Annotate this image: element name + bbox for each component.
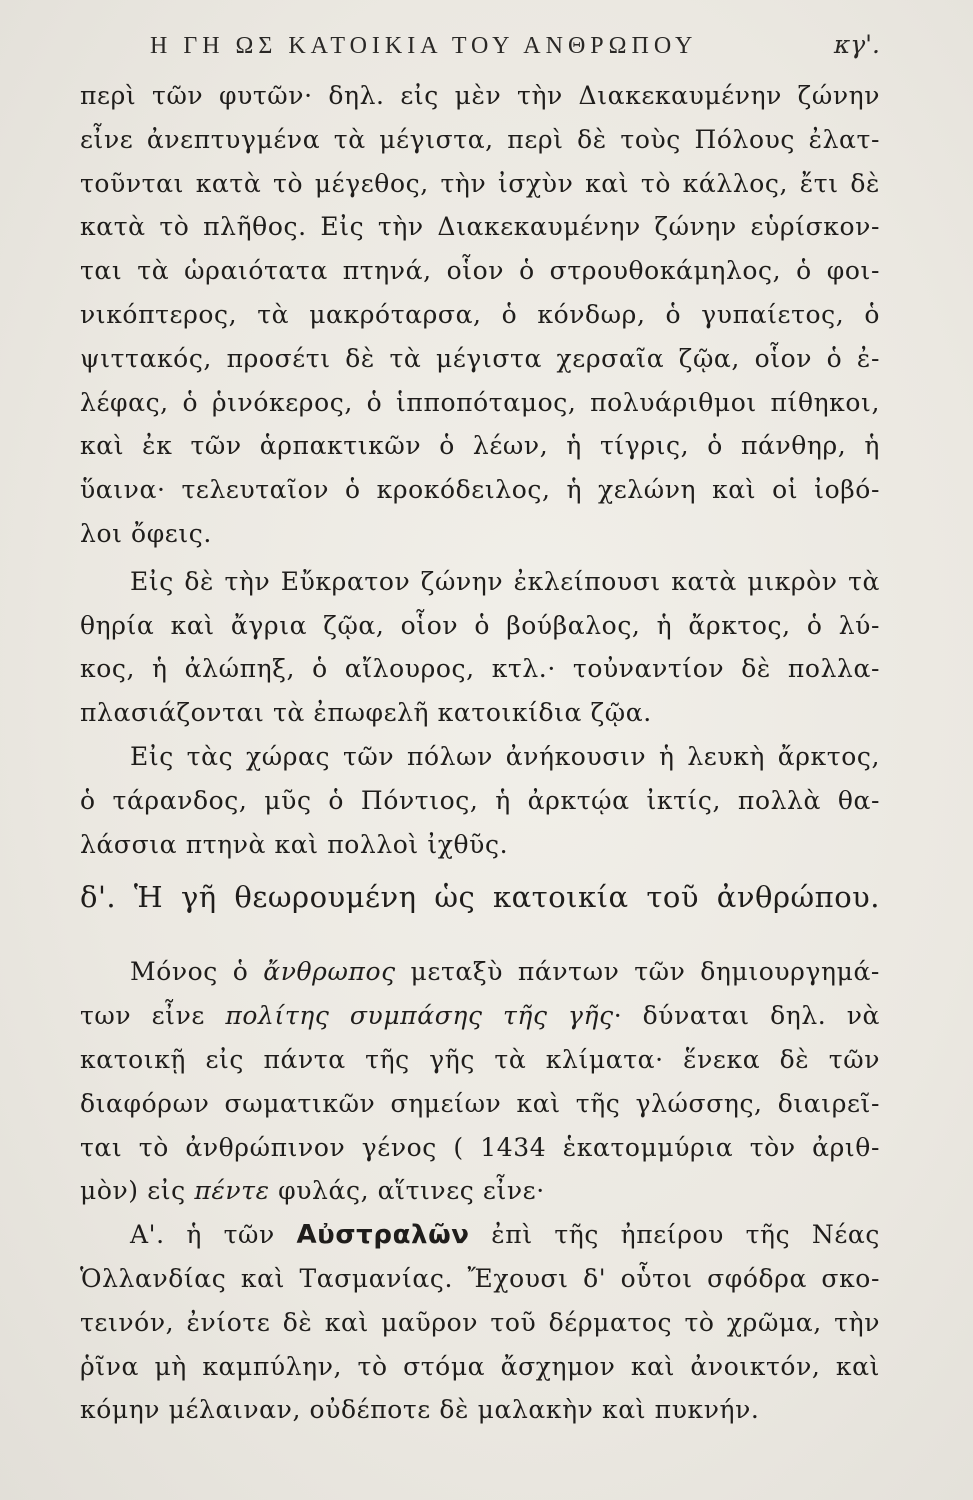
text-line: κατὰ τὸ πλῆθος. Εἰς τὴν Διακεκαυμένην ζώνην εὑρίσκον- [80,212,880,242]
text-line: κος, ἡ ἀλώπηξ, ὁ αἴλουρος, κτλ.· τοὐναντίον δὲ πολλα- [80,654,880,684]
text-line: λέφας, ὁ ῥινόκερος, ὁ ἱπποπόταμος, πολυάριθμοι πίθηκοι, [80,387,880,417]
text-line: εἶνε ἀνεπτυγμένα τὰ μέγιστα, περὶ δὲ τοὺς Πόλους ἐλατ- [80,124,880,154]
text-line: ψιττακός, προσέτι δὲ τὰ μέγιστα χερσαῖα ζῷα, οἷον ὁ ἐ- [80,343,880,373]
text-line: περὶ τῶν φυτῶν· δηλ. εἰς μὲν τὴν Διακεκαυμένην ζώνην [80,81,880,110]
paragraph-australians [80,1213,880,1432]
text-span: · δύναται δηλ. νὰ [613,1001,880,1031]
text-line: πλασιάζονται τὰ ἐπωφελῆ κατοικίδια ζῷα. [80,698,652,728]
text-line [80,1169,880,1213]
text-span: φυλάς, αἵτινες εἶνε· [269,1176,545,1206]
text-line [80,1213,880,1257]
text-line: ται τὸ ἀνθρώπινον γένος ( 1434 ἑκατομμύρια τὸν ἀριθ- [80,1132,880,1162]
text-line: καὶ ἐκ τῶν ἁρπακτικῶν ὁ λέων, ἡ τίγρις, ὁ πάνθηρ, ἡ [80,431,880,461]
italic-term: ἄνθρωπος [263,957,396,987]
text-line: κατοικῇ εἰς πάντα τῆς γῆς τὰ κλίματα· ἕνεκα δὲ τῶν [80,1044,880,1074]
text-line [80,994,880,1038]
text-line [80,950,880,994]
text-span: μὸν) εἰς [80,1176,195,1206]
text-span: ἐπὶ τῆς ἠπείρου τῆς Νέας [469,1220,880,1250]
text-span: των εἶνε [80,1001,226,1031]
text-line: κόμην μέλαιναν, οὐδέποτε δὲ μαλακὴν καὶ πυκνήν. [80,1395,760,1425]
text-line: Ὁλλανδίας καὶ Τασμανίας. Ἔχουσι δ' οὗτοι σφόδρα σκο- [80,1263,880,1293]
paragraph-polar-regions [80,735,880,866]
paragraph-human-races [80,950,880,1213]
text-line: λοι ὄφεις. [80,518,212,548]
text-line: ὕαινα· τελευταῖον ὁ κροκόδειλος, ἡ χελώνη καὶ οἱ ἰοβό- [80,475,880,505]
text-line: ὁ τάρανδος, μῦς ὁ Πόντιος, ἡ ἀρκτῴα ἰκτίς, πολλὰ θα- [80,785,880,815]
text-span: Μόνος ὁ [130,957,264,987]
text-line: Εἰς δὲ τὴν Εὔκρατον ζώνην ἐκλείπουσι κατὰ μικρὸν τὰ [130,566,880,596]
body-text [80,74,880,1432]
section-heading [80,872,880,928]
text-line: νικόπτερος, τὰ μακρόταρσα, ὁ κόνδωρ, ὁ γυπαίετος, ὁ [80,299,880,329]
text-line: διαφόρων σωματικῶν σημείων καὶ τῆς γλώσσης, διαιρεῖ- [80,1088,880,1118]
text-line: τεινόν, ἐνίοτε δὲ καὶ μαῦρον τοῦ δέρματος τὸ χρῶμα, τὴν [80,1307,880,1337]
section-label: δ'. [80,880,117,915]
page-number: κγ'. [833,30,880,59]
text-line: Εἰς τὰς χώρας τῶν πόλων ἀνήκουσιν ἡ λευκὴ ἄρκτος, [130,741,880,771]
bold-term: Αὐστραλῶν [296,1220,470,1251]
text-line: θηρία καὶ ἄγρια ζῷα, οἷον ὁ βούβαλος, ἡ ἄρκτος, ὁ λύ- [80,610,880,640]
text-span: Α'. ἡ τῶν [130,1220,297,1250]
section-title: Ἡ γῆ θεωρουμένη ὡς κατοικία τοῦ ἀνθρώπου. [133,880,881,915]
text-line: τοῦνται κατὰ τὸ μέγεθος, τὴν ἰσχὺν καὶ τὸ κάλλος, ἔτι δὲ [80,168,880,198]
paragraph-plants-animals [80,74,880,556]
text-line: ῥῖνα μὴ καμπύλην, τὸ στόμα ἄσχημον καὶ ἀνοικτόν, καὶ [80,1351,880,1381]
text-line: λάσσια πτηνὰ καὶ πολλοὶ ἰχθῦς. [80,829,509,859]
italic-term: πέντε [194,1176,270,1206]
page-header [150,30,880,70]
running-title: Η ΓΗ ΩΣ ΚΑΤΟΙΚΙΑ ΤΟΥ ΑΝΘΡΩΠΟΥ [150,33,698,59]
text-line: ται τὰ ὡραιότατα πτηνά, οἷον ὁ στρουθοκάμηλος, ὁ φοι- [80,256,880,286]
italic-term: πολίτης συμπάσης τῆς γῆς [225,1001,614,1031]
text-span: μεταξὺ πάντων τῶν δημιουργημά- [395,957,880,987]
paragraph-temperate-zone [80,560,880,735]
